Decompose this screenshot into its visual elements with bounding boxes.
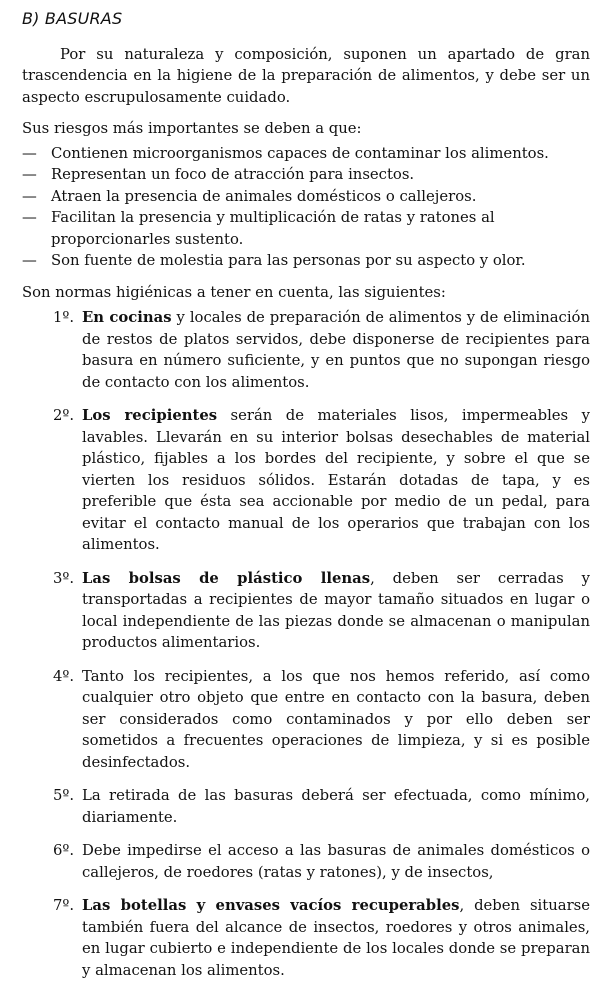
dash-marker: — — [22, 144, 37, 162]
rule-text: y locales de preparación de alimentos y de eliminación de restos de platos servidos, debe disponerse de recipientes para basura en número suficiente, y en puntos que no supongan riesgo de contacto con los alimentos. — [82, 309, 590, 391]
rule-item — [22, 666, 590, 774]
rule-number: 6º. — [53, 842, 75, 859]
list-item-text: Contienen microorganismos capaces de contaminar los alimentos. — [51, 144, 549, 162]
dash-marker: — — [22, 166, 37, 183]
rule-item — [22, 785, 590, 828]
list-item-text: Representan un foco de atracción para insectos. — [51, 166, 415, 183]
list-item — [22, 207, 590, 250]
rule-number: 1º. — [53, 309, 75, 326]
rule-number: 7º. — [53, 897, 75, 914]
rule-keyword: Los recipientes — [82, 407, 218, 424]
document-page — [22, 8, 590, 993]
rule-number: 5º. — [53, 787, 75, 804]
rule-number: 4º. — [53, 667, 75, 685]
rule-text: serán de materiales lisos, impermeables y lavables. Llevarán en su interior bolsas desechables de material plástico, fijables a los bordes del recipiente, y sobre el que se vierten los residuos sólidos. Estarán dotadas de tapa, y es preferible que ésta sea accionable por medio de un pedal, para evitar el contacto manual de los operarios que trabajan con los alimentos. — [82, 407, 590, 553]
rules-list — [22, 307, 590, 981]
rule-text: Debe impedirse el acceso a las basuras de animales domésticos o callejeros, de roedores (ratas y ratones), y de insectos, — [82, 842, 590, 881]
list-item — [22, 250, 590, 272]
rule-item — [22, 405, 590, 556]
list-item-text: Son fuente de molestia para las personas por su aspecto y olor. — [51, 252, 526, 269]
rule-keyword: Las botellas y envases vacíos recuperables — [82, 897, 460, 914]
rule-text: La retirada de las basuras deberá ser efectuada, como mínimo, diariamente. — [82, 787, 590, 826]
rule-item — [22, 568, 590, 654]
rule-number: 2º. — [53, 407, 75, 424]
rule-keyword: En cocinas — [82, 309, 172, 326]
dash-marker: — — [22, 252, 37, 269]
list-item-text: Atraen la presencia de animales domésticos o callejeros. — [51, 187, 477, 205]
list-item-text: Facilitan la presencia y multiplicación de ratas y ratones al proporcionarles sustento. — [51, 209, 495, 248]
dash-marker: — — [22, 209, 37, 226]
rule-text: , deben situarse también fuera del alcance de insectos, roedores y otros animales, en lugar cubierto e independiente de los locales donde se preparan y almacenan los alimentos. — [82, 897, 590, 979]
list-item — [22, 164, 590, 186]
section-title: B) BASURAS — [22, 9, 123, 28]
list-item — [22, 186, 590, 208]
risks-intro: Sus riesgos más importantes se deben a que: — [22, 120, 362, 137]
dash-marker: — — [22, 187, 37, 205]
rule-item — [22, 307, 590, 393]
risks-list — [22, 143, 590, 272]
intro-paragraph: Por su naturaleza y composición, suponen un apartado de gran trascendencia en la higiene de la preparación de alimentos, y debe ser un aspecto escrupulosamente cuidado. — [22, 45, 590, 106]
rule-text: , deben ser cerradas y transportadas a recipientes de mayor tamaño situados en lugar o local independiente de las piezas donde se almacenan o manipulan productos alimentarios. — [82, 569, 591, 651]
rule-item — [22, 895, 590, 981]
rule-keyword: Las bolsas de plástico llenas — [82, 569, 371, 587]
rule-number: 3º. — [53, 569, 75, 587]
norms-intro: Son normas higiénicas a tener en cuenta, las siguientes: — [22, 283, 446, 301]
rule-item — [22, 840, 590, 883]
rule-text: Tanto los recipientes, a los que nos hemos referido, así como cualquier otro objeto que entre en contacto con la basura, deben ser considerados como contaminados y por ello deben ser sometidos a frecuentes operaciones de limpieza, y si es posible desinfectados. — [82, 667, 590, 771]
list-item — [22, 143, 590, 165]
